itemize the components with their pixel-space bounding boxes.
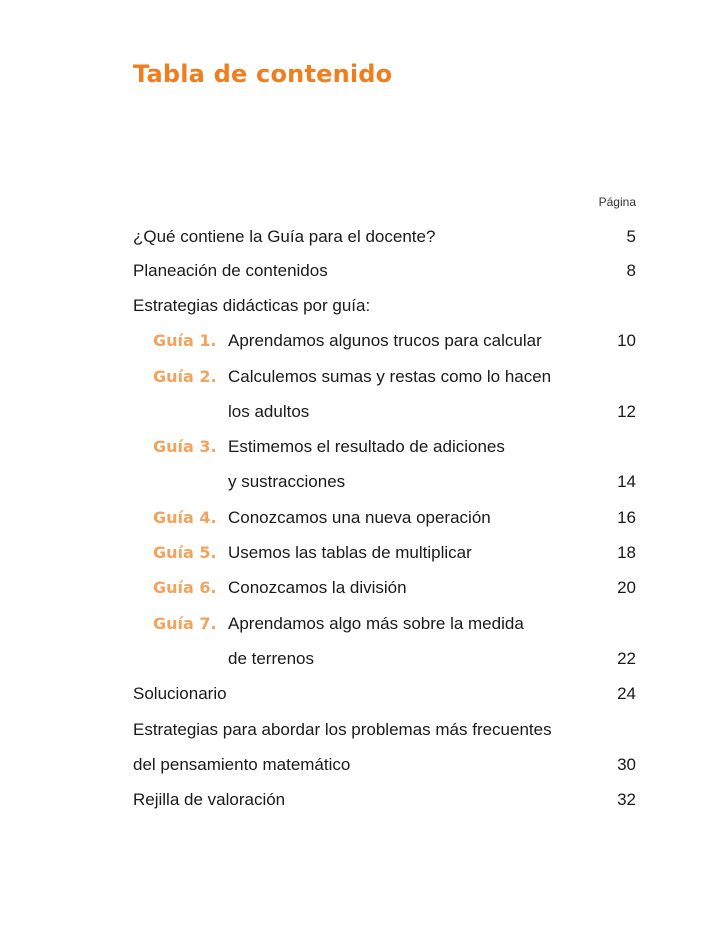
toc-row bbox=[133, 503, 636, 533]
toc-page-number: 5 bbox=[626, 227, 636, 246]
toc-entry-text: Conozcamos una nueva operación bbox=[228, 508, 491, 527]
toc-entry-text: Conozcamos la división bbox=[228, 578, 407, 597]
toc-entry-text: y sustracciones bbox=[228, 472, 346, 491]
toc-entry-text: Solucionario bbox=[133, 684, 227, 703]
toc-page-number: 8 bbox=[626, 261, 636, 280]
toc-row bbox=[133, 644, 636, 674]
toc-entry-text: Estimemos el resultado de adiciones bbox=[228, 437, 505, 456]
toc-entry-text: los adultos bbox=[228, 402, 310, 421]
toc-entry-text: Usemos las tablas de multiplicar bbox=[228, 543, 472, 562]
toc-row bbox=[133, 397, 636, 427]
toc-row bbox=[133, 326, 636, 356]
guia-label: Guía 2. bbox=[153, 367, 217, 386]
guia-label: Guía 3. bbox=[153, 437, 217, 456]
toc-row bbox=[133, 256, 636, 286]
toc-page-number: 14 bbox=[617, 472, 636, 491]
toc-entry-text: Rejilla de valoración bbox=[133, 790, 286, 809]
toc-entry-text: Aprendamos algo más sobre la medida bbox=[228, 614, 524, 633]
toc-entry-text: Aprendamos algunos trucos para calcular bbox=[228, 331, 542, 350]
toc-row bbox=[133, 715, 636, 745]
guia-label: Guía 7. bbox=[153, 614, 217, 633]
toc-row bbox=[133, 432, 636, 462]
toc-page-number: 18 bbox=[617, 543, 636, 562]
toc-row bbox=[133, 609, 636, 639]
toc-entry-text: Planeación de contenidos bbox=[133, 261, 328, 280]
toc-entry-text: ¿Qué contiene la Guía para el docente? bbox=[133, 227, 436, 246]
toc-row bbox=[133, 785, 636, 815]
toc-entry-text: de terrenos bbox=[228, 649, 314, 668]
toc-entry-text: Estrategias didácticas por guía: bbox=[133, 296, 371, 315]
toc-row bbox=[133, 362, 636, 392]
toc-row bbox=[133, 467, 636, 497]
toc-page-number: 32 bbox=[617, 790, 636, 809]
toc-row bbox=[133, 573, 636, 603]
toc-page-number: 16 bbox=[617, 508, 636, 527]
toc-entry-text: del pensamiento matemático bbox=[133, 755, 351, 774]
guia-label: Guía 4. bbox=[153, 508, 217, 527]
toc-page-number: 22 bbox=[617, 649, 636, 668]
toc-page-number: 12 bbox=[617, 402, 636, 421]
toc-row bbox=[133, 750, 636, 780]
guia-label: Guía 6. bbox=[153, 578, 217, 597]
toc-row bbox=[133, 291, 636, 321]
toc-row bbox=[133, 538, 636, 568]
toc-entry-text: Estrategias para abordar los problemas más frecuentes bbox=[133, 720, 552, 739]
toc-entry-text: Calculemos sumas y restas como lo hacen bbox=[228, 367, 552, 386]
guia-label: Guía 1. bbox=[153, 331, 217, 350]
page-title: Tabla de contenido bbox=[133, 60, 393, 88]
guia-label: Guía 5. bbox=[153, 543, 217, 562]
toc-row bbox=[133, 679, 636, 709]
toc-row bbox=[133, 222, 636, 252]
toc-page-number: 10 bbox=[617, 331, 636, 350]
toc-page-number: 30 bbox=[617, 755, 636, 774]
toc-page-number: 20 bbox=[617, 578, 636, 597]
toc-page-number: 24 bbox=[617, 684, 636, 703]
page-column-label: Página bbox=[598, 195, 636, 209]
